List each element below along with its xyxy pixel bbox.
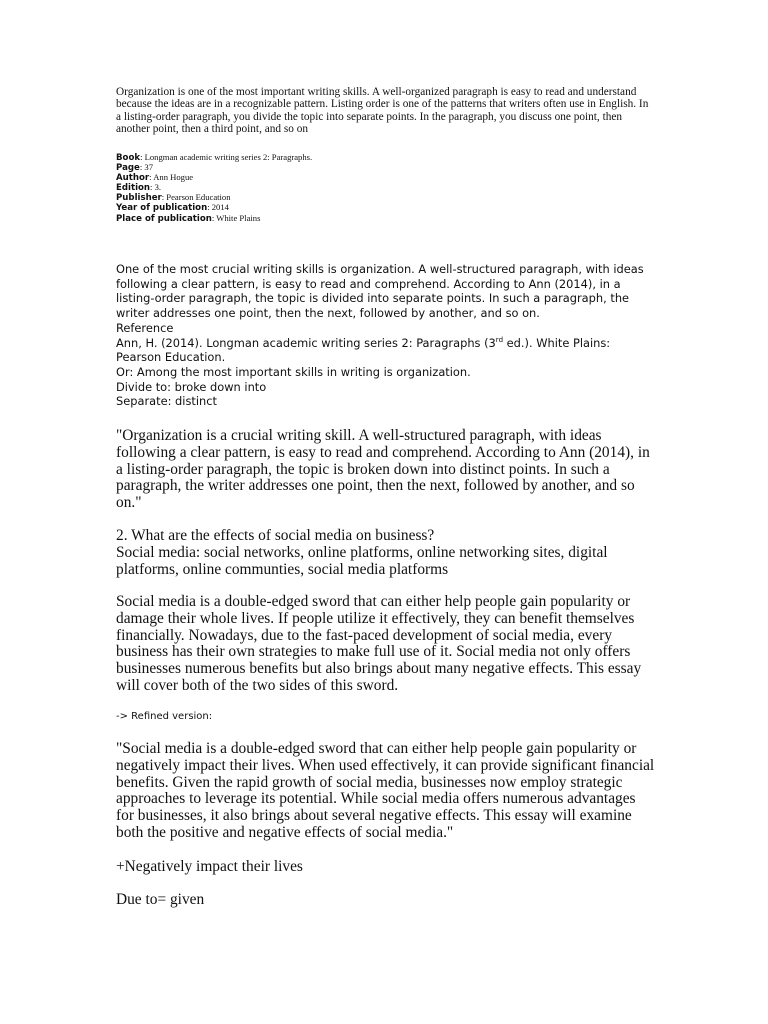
- citation-metadata: [116, 153, 656, 224]
- reference-heading: Reference: [116, 320, 174, 335]
- meta-place: Place of publication: White Plains: [116, 212, 261, 224]
- reference-entry: Ann, H. (2014). Longman academic writing series 2: Paragraphs (3rd ed.). White Plains: Pearson Education.: [116, 334, 611, 365]
- note-due-to: Due to= given: [116, 891, 205, 908]
- essay-intro-refined: "Social media is a double-edged sword that can either help people gain popularity or negatively impact their lives. When used effectively, it can provide significant financial benefits. Given the rapid growth of social media, businesses now employ strategic approaches to leverage its potential. While social media offers numerous advantages for businesses, it also brings about several negative effects. This essay will examine both the positive and negative effects of social media.": [116, 740, 655, 841]
- meta-edition: Edition: 3.: [116, 182, 162, 194]
- divide-line: Divide to: broke down into: [116, 379, 267, 394]
- synonyms-line: Social media: social networks, online platforms, online networking sites, digital platforms, online communties, social media platforms: [116, 543, 608, 578]
- essay-intro-draft: Social media is a double-edged sword that can either help people gain popularity or damage their whole lives. If people utilize it effectively, they can benefit themselves financially. Nowadays, due to the fast-paced development of social media, every business has their own strategies to make full use of it. Social media not only offers businesses numerous benefits but also brings about many negative effects. This essay will cover both of the two sides of this sword.: [116, 593, 642, 694]
- question-section: [116, 528, 656, 578]
- meta-author: Author: Ann Hogue: [116, 172, 194, 184]
- meta-page: Page: 37: [116, 162, 153, 174]
- paraphrase-paragraph: One of the most crucial writing skills is organization. A well-structured paragraph, with ideas following a clear pattern, is easy to read and comprehend. According to Ann (2014), in a listing-order paragraph, the topic is divided into separate points. In such a paragraph, the writer addresses one point, then the next, followed by another, and so on.: [116, 262, 644, 321]
- refined-label: -> Refined version:: [116, 711, 213, 722]
- quoted-paraphrase: "Organization is a crucial writing skill. A well-structured paragraph, with ideas following a clear pattern, is easy to read and comprehend. According to Ann (2014), in a listing-order paragraph, the topic is broken down into distinct points. In such a paragraph, the writer addresses one point, then the next, followed by another, and so on.": [116, 427, 650, 512]
- meta-year: Year of publication: 2014: [116, 202, 229, 214]
- source-paragraph: Organization is one of the most important writing skills. A well-organized paragraph is easy to read and understand because the ideas are in a recognizable pattern. Listing order is one of the patterns that writers often use in English. In a listing-order paragraph, you divide the topic into separate points. In the paragraph, you discuss one point, then another point, then a third point, and so on: [116, 86, 649, 136]
- note-negatively-impact: +Negatively impact their lives: [116, 858, 303, 875]
- meta-book: Book: Longman academic writing series 2: Paragraphs.: [116, 152, 313, 163]
- paraphrase-section: [116, 262, 656, 409]
- or-line: Or: Among the most important skills in writing is organization.: [116, 364, 471, 379]
- meta-publisher: Publisher: Pearson Education: [116, 192, 231, 204]
- separate-line: Separate: distinct: [116, 394, 217, 409]
- question-heading: 2. What are the effects of social media on business?: [116, 527, 435, 544]
